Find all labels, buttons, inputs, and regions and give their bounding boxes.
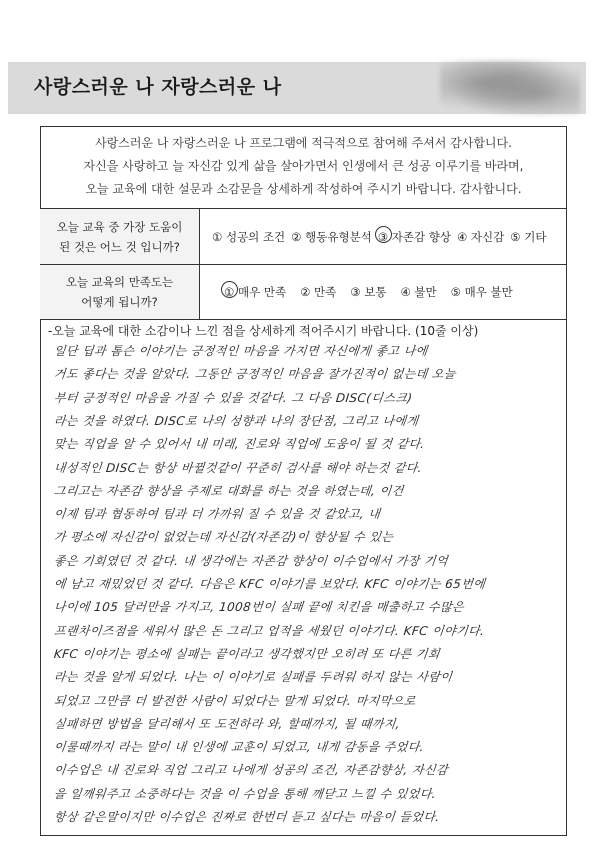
essay-prompt: -오늘 교육에 대한 소감이나 느낀 점을 상세하게 적어주시기 바랍니다. (10줄 이상) <box>48 324 479 338</box>
question-1-line: 오늘 교육 중 가장 도움이 <box>56 219 183 234</box>
q1-option-5[interactable]: ⑤ 기타 <box>510 229 547 244</box>
question-2-label <box>40 265 200 319</box>
q2-option-2[interactable]: ② 만족 <box>300 285 337 299</box>
handwritten-line: 항상 같은말이지만 이수업은 진짜로 한번더 듣고 싶다는 마음이 들었다. <box>53 810 441 824</box>
handwritten-line: 실패하면 방법을 달리해서 또 도전하라 와, 할때까지, 될 때까지, <box>53 716 401 731</box>
handwritten-line: 이수업은 내 진로와 직업 그리고 나에게 성공의 조건, 자존감향상, 자신감 <box>53 763 449 778</box>
handwritten-essay[interactable] <box>44 338 564 830</box>
handwritten-line: 라는 것을 알게 되었다. 나는 이 이야기로 실패를 두려워 하지 않는 사람이 <box>53 670 453 685</box>
q2-option-1[interactable]: ① 매우 만족 <box>224 285 287 299</box>
q1-option-2[interactable]: ② 행동유형분석 <box>291 229 372 244</box>
handwritten-line: 가 평소에 자신감이 없었는데 자신감(자존감)이 향상될 수 있는 <box>53 530 395 545</box>
question-2-options <box>200 265 567 319</box>
handwritten-line: 그리고는 자존감 향상을 주제로 대화를 하는 것을 하였는데, 이건 <box>53 483 405 498</box>
q1-option-4[interactable]: ④ 자신감 <box>456 229 505 244</box>
question-1-line: 된 것은 어느 것 입니까? <box>59 239 180 254</box>
handwritten-line: 부터 긍정적인 마음을 가질 수 있을 것같다. 그 다음 DISC(디스크) <box>53 390 414 405</box>
intro-line: 오늘 교육에 대한 설문과 소감문을 상세하게 작성하여 주시기 바랍니다. 감사합니다. <box>85 182 522 196</box>
handwritten-line: KFC 이야기는 평소에 실패는 끝이라고 생각했지만 오히려 또 다른 기회 <box>53 646 441 661</box>
intro-line: 자신을 사랑하고 늘 자신감 있게 삶을 살아가면서 인생에서 큰 성공 이루기를 바라며, <box>83 159 524 173</box>
q2-option-5[interactable]: ⑤ 매우 불만 <box>450 285 513 299</box>
handwritten-line: 을 일깨워주고 소중하다는 것을 이 수업을 통해 깨닫고 느낄 수 있었다. <box>53 786 437 801</box>
handwritten-line: 되었고 그만큼 더 발전한 사람이 되었다는 말게 되었다. 마지막으로 <box>53 693 417 708</box>
survey-question-2 <box>40 264 567 320</box>
handwritten-line: 좋은 기회였던 것 같다. 내 생각에는 자존감 향상이 이수업에서 가장 기억 <box>53 553 449 568</box>
survey-question-1 <box>40 208 567 264</box>
q2-option-3[interactable]: ③ 보통 <box>350 285 387 299</box>
handwritten-line: 맞는 직업을 알 수 있어서 내 미래, 진로와 직업에 도움이 될 것 같다. <box>53 437 426 452</box>
handwritten-line: 이룰때까지 라는 말이 내 인생에 교훈이 되었고, 내게 감동을 주었다. <box>53 740 425 755</box>
question-2-line: 오늘 교육의 만족도는 <box>65 275 174 289</box>
handwritten-line: 거도 좋다는 것을 알았다. 그동안 긍정적인 마음을 잘가진적이 없는데 오늘 <box>53 367 457 382</box>
question-1-options <box>200 209 567 264</box>
blurred-signature <box>440 60 580 116</box>
q2-option-4[interactable]: ④ 불만 <box>400 285 437 299</box>
handwritten-line: 프랜차이즈점을 세워서 많은 돈 그리고 업적을 세웠던 이야기다. KFC 이야기다. <box>53 623 486 638</box>
handwritten-line: 내성적인 DISC는 항상 바뀔것같이 꾸준히 검사를 해야 하는것 같다. <box>53 460 423 475</box>
handwritten-line: 라는 것을 하였다. DISC로 나의 성향과 나의 장단점, 그리고 나에게 <box>53 413 420 428</box>
q1-option-1[interactable]: ① 성공의 조건 <box>212 229 286 244</box>
page-title: 사랑스러운 나 자랑스러운 나 <box>34 76 282 98</box>
q1-option-3[interactable]: ③ 자존감 향상 <box>377 229 451 244</box>
question-2-line: 어떻게 됩니까? <box>81 295 158 309</box>
intro-line: 사랑스러운 나 자랑스러운 나 프로그램에 적극적으로 참여해 주셔서 감사합니다. <box>95 136 512 150</box>
handwritten-line: 일단 딥과 톰슨 이야기는 긍정적인 마음을 가지면 자신에게 좋고 나에 <box>53 344 429 358</box>
intro-text <box>40 132 567 201</box>
handwritten-line: 나이에 105 달러만을 가지고, 1008번이 실패 끝에 치킨을 매출하고 수많은 <box>53 600 465 615</box>
question-1-label <box>40 209 200 264</box>
handwritten-line: 에 남고 재밌었던 것 같다. 다음은 KFC 이야기를 보았다. KFC 이야기는 65번에 <box>53 577 486 591</box>
handwritten-line: 이제 팀과 협동하여 팀과 더 가까워 질 수 있을 것 같았고, 내 <box>53 507 382 522</box>
